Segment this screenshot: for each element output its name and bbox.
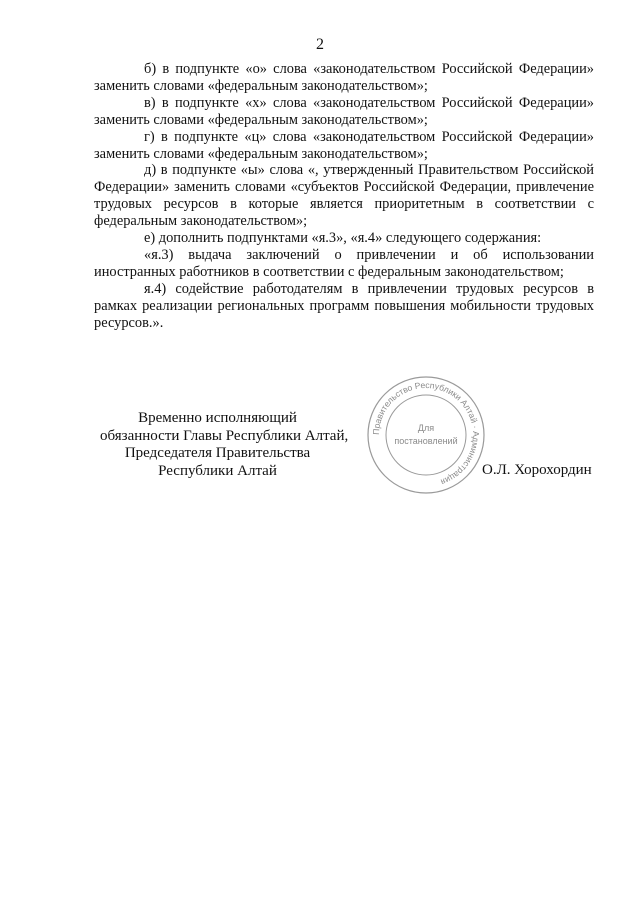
paragraph-g: г) в подпункте «ц» слова «законодательством Российской Федерации» заменить словами «федеральным законодательством»;	[94, 128, 594, 162]
signer-name: О.Л. Хорохордин	[482, 462, 592, 478]
paragraph-e: е) дополнить подпунктами «я.3», «я.4» следующего содержания:	[144, 230, 542, 247]
seal-center-text-line: Для	[417, 423, 435, 433]
seal-center-text-line: постановлений	[394, 436, 458, 446]
seal-ring-text: Правительство Республики Алтай · Администрация	[370, 379, 482, 488]
paragraph-b: б) в подпункте «о» слова «законодательством Российской Федерации» заменить словами «федеральным законодательством»;	[94, 61, 594, 94]
paragraph-v: в) в подпункте «х» слова «законодательством Российской Федерации» заменить словами «федеральным законодательством»;	[94, 94, 594, 128]
document-body	[94, 61, 594, 332]
official-seal-stamp	[365, 374, 487, 496]
signer-title-line: Временно исполняющий	[138, 410, 297, 426]
seal-outer-ring	[368, 377, 484, 493]
signer-title-line: Республики Алтай	[158, 462, 277, 479]
seal-inner-ring	[386, 395, 466, 475]
paragraph-ya3: «я.3) выдача заключений о привлечении и об использовании иностранных работников в соответствии с федеральным законодательством;	[94, 246, 594, 280]
signer-title-line: Председателя Правительства	[124, 445, 311, 461]
paragraph-d: д) в подпункте «ы» слова «, утвержденный Правительством Российской Федерации» заменить словами «субъектов Российской Федерации, привлечение трудовых ресурсов в которые является приоритетным в соответствии с федеральным законодательством»;	[94, 162, 594, 230]
signer-title-block	[100, 410, 349, 480]
paragraph-ya4: я.4) содействие работодателям в привлечении трудовых ресурсов в рамках реализации региональных программ повышения мобильности трудовых ресурсов.».	[94, 280, 594, 331]
page-number: 2	[316, 36, 324, 53]
signer-title-line: обязанности Главы Республики Алтай,	[100, 427, 349, 444]
